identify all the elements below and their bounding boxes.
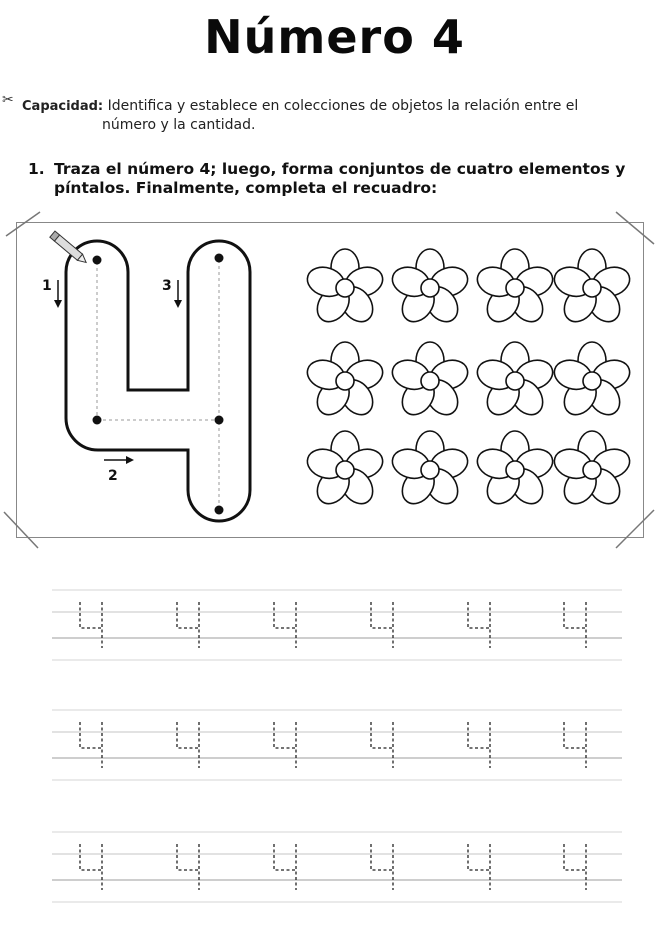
- practice-row: [52, 590, 622, 660]
- practice-row: [52, 832, 622, 902]
- stroke-label-3: 3: [162, 278, 172, 294]
- flower-icon[interactable]: [389, 431, 472, 510]
- dotted-four[interactable]: [371, 844, 393, 890]
- dotted-four[interactable]: [468, 602, 490, 648]
- practice-row: [52, 710, 622, 780]
- flower-icon[interactable]: [389, 249, 472, 328]
- capacity-line2: número y la cantidad.: [102, 117, 256, 133]
- dotted-four[interactable]: [80, 722, 102, 768]
- instruction-line2: píntalos. Finalmente, completa el recuadro:: [54, 179, 438, 197]
- dotted-four[interactable]: [468, 844, 490, 890]
- dotted-four[interactable]: [274, 602, 296, 648]
- dotted-four[interactable]: [371, 602, 393, 648]
- flower-icon[interactable]: [551, 342, 634, 421]
- flower-icon[interactable]: [304, 431, 387, 510]
- dotted-four[interactable]: [80, 602, 102, 648]
- capacity-label: Capacidad:: [22, 99, 104, 114]
- arrow-down-icon: [54, 280, 62, 308]
- flower-icon[interactable]: [304, 249, 387, 328]
- dotted-four[interactable]: [371, 722, 393, 768]
- dotted-four[interactable]: [564, 722, 586, 768]
- page-title: Número 4: [204, 10, 465, 64]
- flower-icon[interactable]: [474, 342, 557, 421]
- instruction-line1: Traza el número 4; luego, forma conjuntos de cuatro elementos y: [54, 160, 626, 178]
- scissors-icon: ✂: [2, 92, 14, 108]
- dotted-four[interactable]: [177, 844, 199, 890]
- flower-icon[interactable]: [551, 249, 634, 328]
- dotted-four[interactable]: [564, 602, 586, 648]
- arrow-right-icon: [104, 456, 134, 464]
- dotted-four[interactable]: [80, 844, 102, 890]
- flower-icon[interactable]: [551, 431, 634, 510]
- dotted-four[interactable]: [274, 722, 296, 768]
- instruction-number: 1.: [28, 160, 45, 178]
- dotted-four[interactable]: [177, 602, 199, 648]
- flower-icon[interactable]: [389, 342, 472, 421]
- flower-icon[interactable]: [304, 342, 387, 421]
- flower-grid: [304, 249, 634, 510]
- practice-area: [52, 590, 622, 902]
- dotted-four[interactable]: [274, 844, 296, 890]
- dotted-four[interactable]: [564, 844, 586, 890]
- tracing-four[interactable]: [66, 241, 250, 521]
- flower-icon[interactable]: [474, 249, 557, 328]
- flower-icon[interactable]: [474, 431, 557, 510]
- dotted-four[interactable]: [177, 722, 199, 768]
- dotted-four[interactable]: [468, 722, 490, 768]
- stroke-label-2: 2: [108, 468, 118, 484]
- arrow-down-icon: [174, 280, 182, 308]
- stroke-label-1: 1: [42, 278, 52, 294]
- capacity-line1: Identifica y establece en colecciones de objetos la relación entre el: [107, 98, 579, 114]
